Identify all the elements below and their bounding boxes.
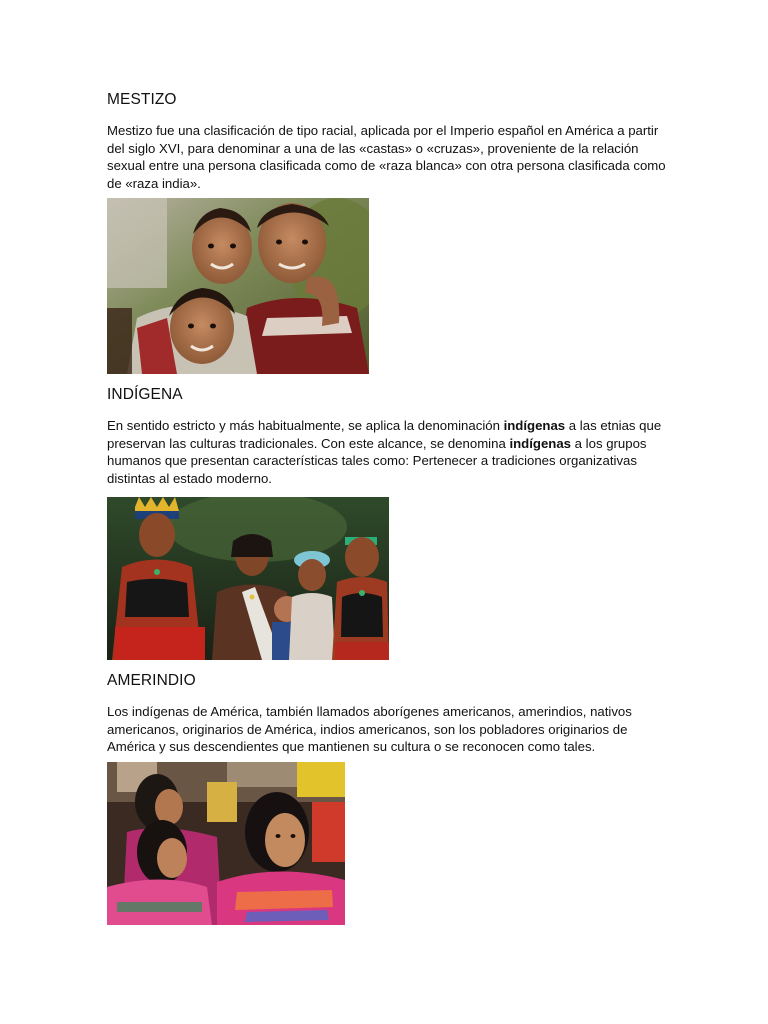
- indigenous-group-photo: [107, 497, 389, 660]
- section-paragraph: En sentido estricto y más habitualmente, se aplica la denominación indígenas a las etnias que preservan las culturas tradicionales. Con este alcance, se denomina indígenas a los grupos humanos que presentan características tales como: Pertenecer a tradiciones organizativas distintas al estado moderno.: [107, 418, 662, 486]
- section-mestizo: [107, 91, 667, 192]
- section-heading: AMERINDIO: [107, 672, 196, 689]
- three-boys-photo: [107, 198, 369, 374]
- section-paragraph: Los indígenas de América, también llamados aborígenes americanos, amerindios, nativos americanos, originarios de América, indios americanos, son los pobladores originarios de América y sus descendientes que mantienen su cultura o se reconocen como tales.: [107, 704, 632, 754]
- section-paragraph: Mestizo fue una clasificación de tipo racial, aplicada por el Imperio español en América a partir del siglo XVI, para denominar a una de las «castas» o «cruzas», proveniente de la relación sexual entre una persona clasificada como de «raza blanca» con otra persona clasificada como de «raza india».: [107, 123, 666, 191]
- section-heading: INDÍGENA: [107, 386, 183, 403]
- section-indigena: [107, 386, 667, 487]
- section-heading: MESTIZO: [107, 91, 177, 108]
- section-amerindio: [107, 672, 667, 756]
- bold-term: indígenas: [509, 435, 572, 451]
- bold-term: indígenas: [503, 418, 566, 433]
- women-in-huipil-photo: [107, 762, 345, 925]
